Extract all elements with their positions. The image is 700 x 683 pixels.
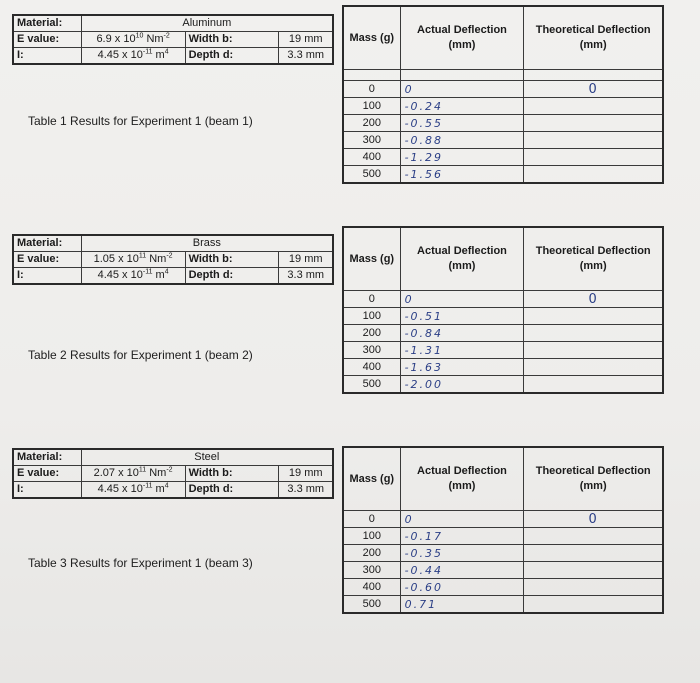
handwritten-actual: -0.44 (400, 562, 524, 579)
table-row: 500 0.71 (343, 596, 663, 614)
theoretical-deflection-header: Theoretical Deflection (mm) (524, 447, 663, 511)
handwritten-theoretical: 0 (524, 511, 663, 528)
table-row: 300 -0.88 (343, 132, 663, 149)
results-table-2 (342, 226, 664, 394)
depth-value: 3.3 mm (279, 268, 333, 285)
table-row: 0 0 0 (343, 511, 663, 528)
handwritten-actual: -0.24 (400, 98, 524, 115)
table-row: 100 -0.51 (343, 308, 663, 325)
mass-header: Mass (g) (343, 6, 400, 70)
depth-label: Depth d: (185, 268, 279, 285)
material-label: Material: (13, 235, 81, 252)
depth-value: 3.3 mm (279, 482, 333, 499)
table-caption: Table 1 Results for Experiment 1 (beam 1) (28, 114, 253, 128)
table-row: 400 -1.29 (343, 149, 663, 166)
results-table-3 (342, 446, 664, 614)
table-row: 0 0 0 (343, 291, 663, 308)
results-table-1 (342, 5, 664, 184)
inertia-label: I: (13, 482, 81, 499)
width-label: Width b: (185, 32, 279, 48)
material-label: Material: (13, 449, 81, 466)
theoretical-deflection-header: Theoretical Deflection (mm) (524, 6, 663, 70)
table-row: 500 -1.56 (343, 166, 663, 184)
depth-label: Depth d: (185, 48, 279, 65)
inertia-label: I: (13, 268, 81, 285)
e-value-label: E value: (13, 32, 81, 48)
material-value: Aluminum (81, 15, 333, 32)
depth-label: Depth d: (185, 482, 279, 499)
table-row: 0 0 0 (343, 81, 663, 98)
material-value: Brass (81, 235, 333, 252)
actual-deflection-header: Actual Deflection (mm) (400, 447, 524, 511)
inertia-label: I: (13, 48, 81, 65)
table-caption: Table 2 Results for Experiment 1 (beam 2) (28, 348, 253, 362)
actual-deflection-header: Actual Deflection (mm) (400, 227, 524, 291)
actual-deflection-header: Actual Deflection (mm) (400, 6, 524, 70)
e-value: 6.9 x $10^{10}$ $Nm^{-2}$ (81, 32, 185, 48)
width-value: 19 mm (279, 466, 333, 482)
table-row: 100 -0.17 (343, 528, 663, 545)
handwritten-actual: -0.51 (400, 308, 524, 325)
handwritten-actual: -1.63 (400, 359, 524, 376)
handwritten-actual: -0.55 (400, 115, 524, 132)
table-row: 200 -0.55 (343, 115, 663, 132)
mass-header: Mass (g) (343, 447, 400, 511)
handwritten-actual: -0.60 (400, 579, 524, 596)
table-row: 400 -1.63 (343, 359, 663, 376)
material-table-3 (12, 448, 334, 499)
handwritten-actual: -2.00 (400, 376, 524, 394)
material-table-1 (12, 14, 334, 65)
handwritten-actual: 0.71 (400, 596, 524, 614)
width-value: 19 mm (279, 32, 333, 48)
handwritten-theoretical: 0 (524, 81, 663, 98)
table-row: 100 -0.24 (343, 98, 663, 115)
handwritten-actual: -0.88 (400, 132, 524, 149)
width-label: Width b: (185, 252, 279, 268)
table-row: 500 -2.00 (343, 376, 663, 394)
e-value-label: E value: (13, 252, 81, 268)
inertia-value: 4.45 x $10^{-11}$ $m^4$ (81, 48, 185, 65)
handwritten-actual: -0.35 (400, 545, 524, 562)
handwritten-actual: 0 (400, 291, 524, 308)
material-label: Material: (13, 15, 81, 32)
table-row: 200 -0.35 (343, 545, 663, 562)
table-caption: Table 3 Results for Experiment 1 (beam 3) (28, 556, 253, 570)
handwritten-actual: -1.29 (400, 149, 524, 166)
e-value: 2.07 x $10^{11}$ $Nm^{-2}$ (81, 466, 185, 482)
width-label: Width b: (185, 466, 279, 482)
material-table-2 (12, 234, 334, 285)
table-row: 200 -0.84 (343, 325, 663, 342)
table-row: 300 -0.44 (343, 562, 663, 579)
inertia-value: 4.45 x $10^{-11}$ $m^4$ (81, 268, 185, 285)
e-value: 1.05 x $10^{11}$ $Nm^{-2}$ (81, 252, 185, 268)
table-row: 400 -0.60 (343, 579, 663, 596)
handwritten-actual: -1.31 (400, 342, 524, 359)
mass-header: Mass (g) (343, 227, 400, 291)
theoretical-deflection-header: Theoretical Deflection (mm) (524, 227, 663, 291)
handwritten-actual: 0 (400, 81, 524, 98)
material-value: Steel (81, 449, 333, 466)
e-value-label: E value: (13, 466, 81, 482)
handwritten-theoretical: 0 (524, 291, 663, 308)
depth-value: 3.3 mm (279, 48, 333, 65)
handwritten-actual: -0.84 (400, 325, 524, 342)
handwritten-actual: -1.56 (400, 166, 524, 184)
inertia-value: 4.45 x $10^{-11}$ $m^4$ (81, 482, 185, 499)
width-value: 19 mm (279, 252, 333, 268)
handwritten-actual: 0 (400, 511, 524, 528)
table-row: 300 -1.31 (343, 342, 663, 359)
handwritten-actual: -0.17 (400, 528, 524, 545)
